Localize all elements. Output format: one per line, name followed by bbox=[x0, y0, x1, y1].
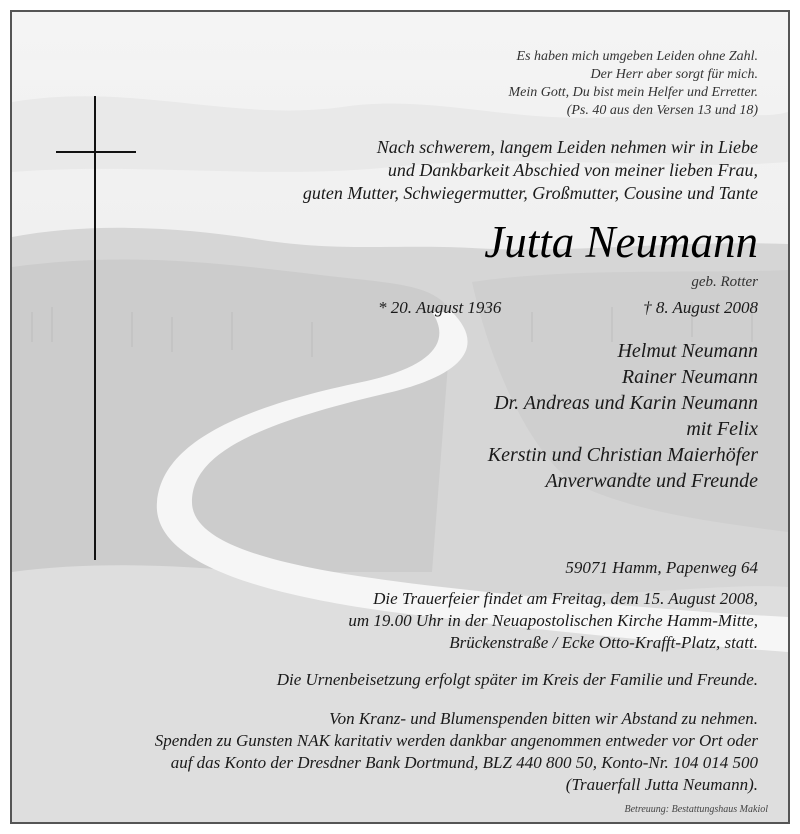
death-date: † 8. August 2008 bbox=[643, 298, 758, 317]
donation-line: Von Kranz- und Blumenspenden bitten wir Abstand zu nehmen. bbox=[329, 709, 758, 728]
intro-line: guten Mutter, Schwiegermutter, Großmutter, Cousine und Tante bbox=[302, 183, 758, 203]
donation-line: (Trauerfall Jutta Neumann). bbox=[565, 775, 758, 794]
service-line: Die Trauerfeier findet am Freitag, dem 15. August 2008, bbox=[373, 589, 758, 608]
urn-burial-info: Die Urnenbeisetzung erfolgt später im Kreis der Familie und Freunde. bbox=[276, 670, 758, 689]
motto-line: Mein Gott, Du bist mein Helfer und Erretter. bbox=[508, 85, 758, 100]
obituary-card bbox=[10, 10, 790, 824]
cross-icon-bar bbox=[56, 151, 136, 153]
cross-icon bbox=[94, 96, 96, 560]
maiden-name: geb. Rotter bbox=[691, 274, 758, 290]
deceased-name: Jutta Neumann bbox=[484, 217, 758, 267]
motto-line: (Ps. 40 aus den Versen 13 und 18) bbox=[566, 103, 758, 118]
address: 59071 Hamm, Papenweg 64 bbox=[565, 558, 758, 577]
family-member: Helmut Neumann bbox=[617, 340, 758, 362]
motto-line: Der Herr aber sorgt für mich. bbox=[590, 67, 758, 82]
intro-text bbox=[303, 136, 758, 205]
service-line: Brückenstraße / Ecke Otto-Krafft-Platz, statt. bbox=[449, 633, 758, 652]
family-member: mit Felix bbox=[686, 418, 758, 440]
family-list bbox=[488, 338, 758, 494]
intro-line: Nach schwerem, langem Leiden nehmen wir in Liebe bbox=[376, 137, 758, 157]
family-member: Rainer Neumann bbox=[621, 366, 758, 388]
service-line: um 19.00 Uhr in der Neuapostolischen Kirche Hamm-Mitte, bbox=[348, 611, 758, 630]
funeral-home-credit: Betreuung: Bestattungshaus Makiol bbox=[624, 804, 768, 815]
birth-date: * 20. August 1936 bbox=[378, 298, 502, 317]
donation-line: Spenden zu Gunsten NAK karitativ werden dankbar angenommen entweder vor Ort oder bbox=[154, 731, 758, 750]
family-member: Anverwandte und Freunde bbox=[545, 470, 758, 492]
motto-line: Es haben mich umgeben Leiden ohne Zahl. bbox=[516, 49, 758, 64]
family-member: Kerstin und Christian Maierhöfer bbox=[487, 444, 758, 466]
intro-line: und Dankbarkeit Abschied von meiner lieben Frau, bbox=[387, 160, 758, 180]
motto bbox=[508, 48, 758, 120]
donation-info bbox=[155, 708, 758, 796]
family-member: Dr. Andreas und Karin Neumann bbox=[494, 392, 758, 414]
donation-line: auf das Konto der Dresdner Bank Dortmund, BLZ 440 800 50, Konto-Nr. 104 014 500 bbox=[170, 753, 758, 772]
funeral-service-info bbox=[348, 588, 758, 654]
